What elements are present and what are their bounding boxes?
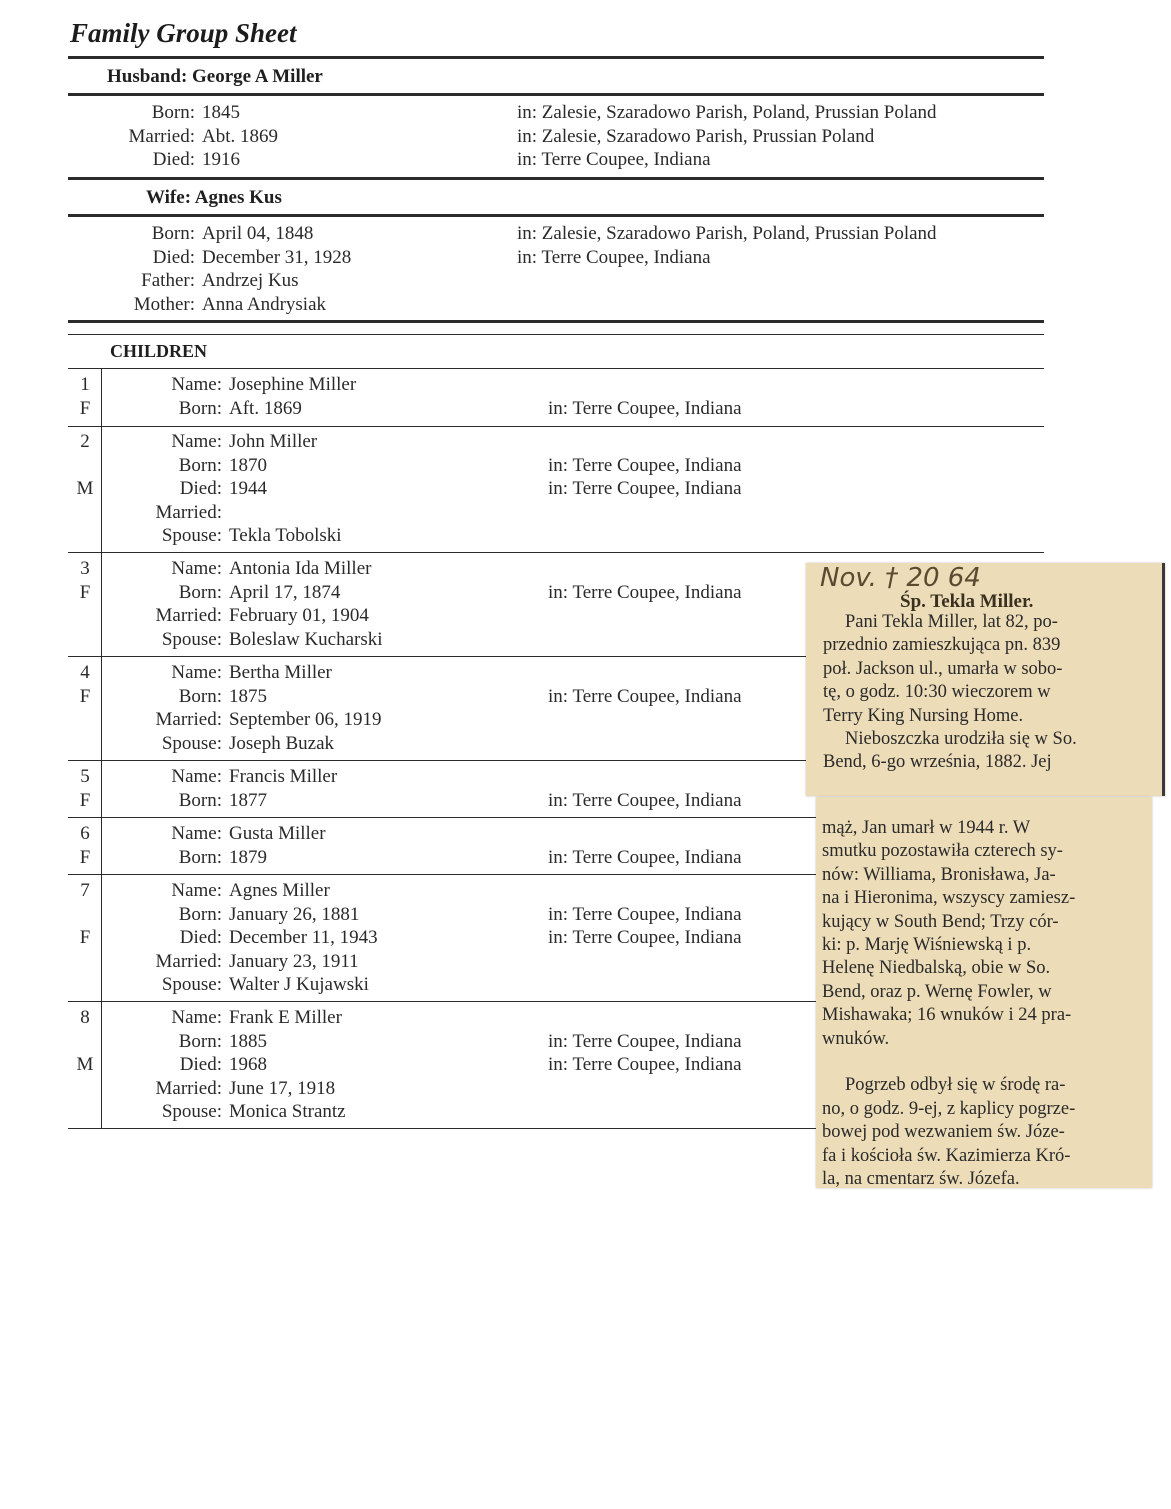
clipping-line: tę, o godz. 10:30 wieczorem w: [823, 682, 1051, 703]
fact-value: 1916: [202, 149, 240, 170]
fact-label: Name:: [171, 662, 222, 683]
husband-name: George A Miller: [192, 66, 323, 87]
fact-value: December 31, 1928: [202, 246, 352, 268]
wife-header: [146, 187, 282, 209]
fact-label: Born:: [178, 397, 222, 419]
column-divider: [101, 426, 102, 552]
fact-label: Father:: [141, 270, 195, 291]
fact-label: Married:: [128, 125, 195, 147]
child-sex: F: [79, 397, 91, 419]
clipping-line: bowej pod wezwaniem św. Józe-: [822, 1122, 1065, 1143]
fact-label: Married:: [155, 709, 222, 730]
column-divider: [101, 761, 102, 817]
fact-value: 1879: [229, 846, 267, 868]
fact-value: Aft. 1869: [229, 397, 302, 419]
clipping-line: Pogrzeb odbył się w środę ra-: [845, 1075, 1066, 1096]
fact-label: Spouse:: [161, 1101, 222, 1122]
fact-place: in: Zalesie, Szaradowo Parish, Prussian Poland: [517, 125, 875, 147]
fact-label: Died:: [152, 246, 195, 268]
fact-label: Born:: [178, 1030, 222, 1052]
fact-label: Name:: [171, 880, 222, 901]
fact-value: 1845: [202, 102, 240, 123]
fact-value: Tekla Tobolski: [229, 525, 342, 546]
fact-place: in: Zalesie, Szaradowo Parish, Poland, Prussian Poland: [517, 223, 937, 244]
fact-label: Born:: [178, 685, 222, 707]
fact-label: Name:: [171, 374, 222, 395]
fact-place: in: Terre Coupee, Indiana: [548, 397, 742, 419]
fact-place: in: Terre Coupee, Indiana: [548, 581, 742, 603]
fact-label: Died:: [152, 149, 195, 170]
fact-value: 1875: [229, 685, 267, 707]
fact-value: Bertha Miller: [229, 662, 332, 683]
fact-value: Joseph Buzak: [229, 732, 335, 754]
clipping-line: Bend, oraz p. Wernę Fowler, w: [822, 981, 1052, 1002]
child-sex: F: [79, 789, 91, 811]
page-title: Family Group Sheet: [70, 18, 297, 48]
clipping-line: na i Hieronima, wszyscy zamiesz-: [822, 888, 1076, 909]
fact-value: 1870: [229, 454, 267, 476]
fact-value: Andrzej Kus: [202, 270, 299, 291]
fact-value: 1968: [229, 1054, 267, 1075]
fact-label: Spouse:: [161, 732, 222, 754]
clipping-line: Nieboszczka urodziła się w So.: [845, 729, 1077, 749]
fact-label: Died:: [179, 1054, 222, 1075]
fact-value: 1885: [229, 1030, 267, 1052]
fact-value: Monica Strantz: [229, 1101, 346, 1122]
fact-value: April 04, 1848: [202, 223, 314, 244]
row-divider: [68, 426, 1044, 427]
fact-value: Antonia Ida Miller: [229, 558, 372, 579]
divider: [68, 177, 1044, 180]
clipping-line: nów: Williama, Bronisława, Ja-: [822, 864, 1056, 885]
fact-place: in: Terre Coupee, Indiana: [548, 789, 742, 811]
child-number: 6: [80, 823, 90, 844]
fact-place: in: Terre Coupee, Indiana: [548, 903, 742, 925]
fact-label: Married:: [155, 501, 222, 523]
fact-value: February 01, 1904: [229, 605, 369, 626]
fact-label: Name:: [171, 431, 222, 452]
fact-label: Spouse:: [161, 974, 222, 995]
husband-label: Husband:: [107, 66, 188, 87]
clipping-line: Mishawaka; 16 wnuków i 24 pra-: [822, 1005, 1072, 1026]
handwritten-note: Nov. † 20 64: [820, 563, 981, 593]
child-number: 7: [80, 880, 90, 901]
clipping-line: wnuków.: [822, 1028, 890, 1049]
child-sex: M: [76, 1054, 94, 1075]
clipping-line: ki: p. Marję Wiśniewską i p.: [822, 935, 1032, 955]
fact-value: Francis Miller: [229, 766, 338, 787]
fact-label: Died:: [179, 927, 222, 948]
children-header: CHILDREN: [110, 341, 208, 361]
fact-value: John Miller: [229, 431, 318, 452]
fact-label: Spouse:: [161, 628, 222, 650]
fact-place: in: Terre Coupee, Indiana: [548, 454, 742, 476]
divider: [68, 368, 1044, 369]
fact-place: in: Zalesie, Szaradowo Parish, Poland, Prussian Poland: [517, 102, 937, 123]
fact-value: 1877: [229, 789, 267, 811]
clipping-line: Pani Tekla Miller, lat 82, po-: [845, 612, 1058, 632]
clipping-line: poł. Jackson ul., umarła w sobo-: [823, 658, 1063, 679]
clipping-line: la, na cmentarz św. Józefa.: [822, 1169, 1020, 1189]
fact-label: Born:: [178, 454, 222, 476]
child-number: 8: [80, 1007, 90, 1028]
fact-value: June 17, 1918: [229, 1077, 336, 1099]
fact-label: Born:: [178, 846, 222, 868]
clipping-line: no, o godz. 9-ej, z kaplicy pogrze-: [822, 1098, 1076, 1119]
divider: [68, 56, 1044, 59]
clipping-line: Helenę Niedbalską, obie w So.: [822, 958, 1051, 979]
fact-value: Boleslaw Kucharski: [229, 628, 383, 650]
fact-label: Name:: [171, 558, 222, 579]
divider: [68, 320, 1044, 323]
fact-value: 1944: [229, 478, 267, 499]
row-divider: [68, 552, 1044, 553]
fact-label: Born:: [151, 102, 195, 123]
fact-value: Gusta Miller: [229, 823, 326, 844]
fact-place: in: Terre Coupee, Indiana: [548, 478, 742, 499]
fact-value: Abt. 1869: [202, 125, 278, 147]
fact-place: in: Terre Coupee, Indiana: [548, 685, 742, 707]
child-sex: F: [79, 927, 91, 948]
fact-place: in: Terre Coupee, Indiana: [548, 846, 742, 868]
fact-value: Walter J Kujawski: [229, 974, 369, 995]
column-divider: [101, 553, 102, 656]
fact-value: Anna Andrysiak: [202, 293, 327, 315]
column-divider: [101, 1002, 102, 1128]
fact-label: Name:: [171, 766, 222, 787]
fact-value: Agnes Miller: [229, 880, 330, 901]
wife-label: Wife:: [146, 187, 192, 208]
fact-label: Born:: [178, 903, 222, 925]
clipping-heading: Śp. Tekla Miller.: [900, 591, 1034, 612]
fact-place: in: Terre Coupee, Indiana: [517, 246, 711, 268]
fact-value: January 26, 1881: [229, 903, 360, 925]
fact-label: Born:: [178, 789, 222, 811]
child-sex: F: [79, 685, 91, 707]
clipping-line: przednio zamieszkująca pn. 839: [823, 635, 1061, 656]
column-divider: [101, 875, 102, 1001]
fact-value: December 11, 1943: [229, 927, 378, 948]
child-number: 1: [80, 374, 90, 395]
wife-name: Agnes Kus: [194, 187, 282, 208]
clipping-line: fa i kościoła św. Kazimierza Kró-: [822, 1145, 1071, 1166]
child-number: 2: [80, 431, 90, 452]
fact-place: in: Terre Coupee, Indiana: [517, 149, 711, 170]
child-sex: F: [79, 846, 91, 868]
fact-label: Married:: [155, 605, 222, 626]
clipping-line: Terry King Nursing Home.: [823, 705, 1024, 726]
fact-label: Died:: [179, 478, 222, 499]
fact-label: Married:: [155, 950, 222, 972]
divider: [68, 93, 1044, 96]
fact-place: in: Terre Coupee, Indiana: [548, 927, 742, 948]
fact-value: April 17, 1874: [229, 581, 341, 603]
column-divider: [101, 657, 102, 760]
child-sex: F: [79, 581, 91, 603]
divider: [68, 334, 1044, 335]
child-number: 5: [80, 766, 90, 787]
fact-place: in: Terre Coupee, Indiana: [548, 1054, 742, 1075]
fact-label: Married:: [155, 1077, 222, 1099]
fact-value: Frank E Miller: [229, 1007, 342, 1028]
child-number: 4: [80, 662, 90, 683]
clipping-line: smutku pozostawiła czterech sy-: [822, 841, 1063, 862]
fact-label: Name:: [171, 823, 222, 844]
fact-label: Mother:: [133, 293, 195, 315]
clipping-line: mąż, Jan umarł w 1944 r. W: [822, 818, 1031, 838]
child-sex: M: [76, 478, 94, 499]
clipping-line: Bend, 6-go września, 1882. Jej: [823, 752, 1052, 773]
clipping-line: kujący w South Bend; Trzy cór-: [822, 911, 1059, 932]
husband-header: [107, 66, 323, 88]
child-number: 3: [80, 558, 90, 579]
column-divider: [101, 369, 102, 426]
fact-label: Born:: [151, 223, 195, 244]
fact-value: Josephine Miller: [229, 374, 357, 395]
fact-label: Born:: [178, 581, 222, 603]
fact-value: January 23, 1911: [229, 950, 359, 972]
column-divider: [101, 818, 102, 874]
fact-place: in: Terre Coupee, Indiana: [548, 1030, 742, 1052]
fact-label: Name:: [171, 1007, 222, 1028]
fact-label: Spouse:: [161, 525, 222, 546]
fact-value: September 06, 1919: [229, 709, 382, 730]
divider: [68, 214, 1044, 217]
